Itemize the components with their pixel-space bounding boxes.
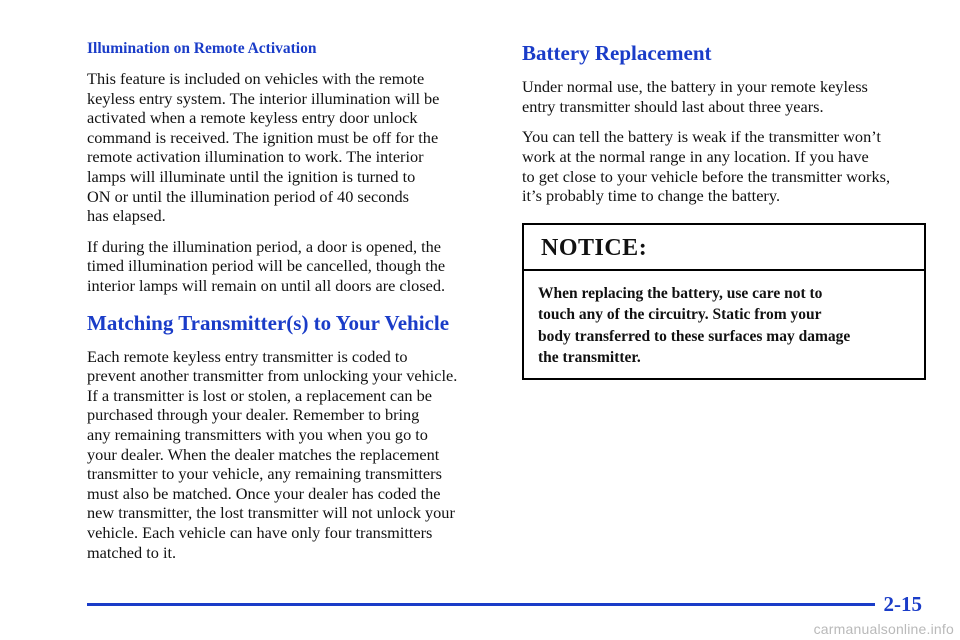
matching-transmitters-paragraph: Each remote keyless entry transmitter is coded to prevent another transmitter from unlocking your vehicle. If a transmitter is lost or stolen, a replacement can be purchased through your dealer. Remember to bring any remaining transmitters with you when you go to your dealer. When the dealer matches the replacement transmitter to your vehicle, any remaining transmitters must also be matched. Once your dealer has coded the new transmitter, the lost transmitter will not unlock your vehicle. Each vehicle can have only four transmitters matched to it. bbox=[87, 346, 458, 562]
battery-weak-paragraph: You can tell the battery is weak if the transmitter won’t work at the normal range in any location. If you have to get close to your vehicle before the transmitter works, it’s probably time to change the battery. bbox=[522, 127, 891, 206]
watermark-link[interactable]: carmanualsonline.info bbox=[813, 621, 954, 637]
left-column bbox=[87, 40, 492, 573]
notice-title: NOTICE: bbox=[524, 225, 924, 271]
illumination-paragraph: This feature is included on vehicles with the remote keyless entry system. The interior illumination will be activated when a remote keyless entry door unlock command is received. The ignition must be off for the remote activation illumination to work. The interior lamps will illuminate until the ignition is turned to ON or until the illumination period of 40 seconds has elapsed. bbox=[87, 69, 440, 226]
illumination-subheading: Illumination on Remote Activation bbox=[87, 40, 317, 57]
notice-text: When replacing the battery, use care not to touch any of the circuitry. Static from your body transferred to these surfaces may damage the transmitter. bbox=[538, 284, 851, 366]
battery-replacement-heading: Battery Replacement bbox=[522, 41, 712, 65]
notice-box bbox=[522, 223, 926, 381]
battery-life-paragraph: Under normal use, the battery in your remote keyless entry transmitter should last about three years. bbox=[522, 77, 868, 116]
footer-rule bbox=[87, 603, 875, 606]
matching-transmitters-heading: Matching Transmitter(s) to Your Vehicle bbox=[87, 310, 450, 335]
door-opened-paragraph: If during the illumination period, a door is opened, the timed illumination period will be cancelled, though the interior lamps will remain on until all doors are closed. bbox=[87, 236, 446, 295]
right-column bbox=[522, 40, 932, 380]
page-number: 2-15 bbox=[883, 592, 922, 616]
